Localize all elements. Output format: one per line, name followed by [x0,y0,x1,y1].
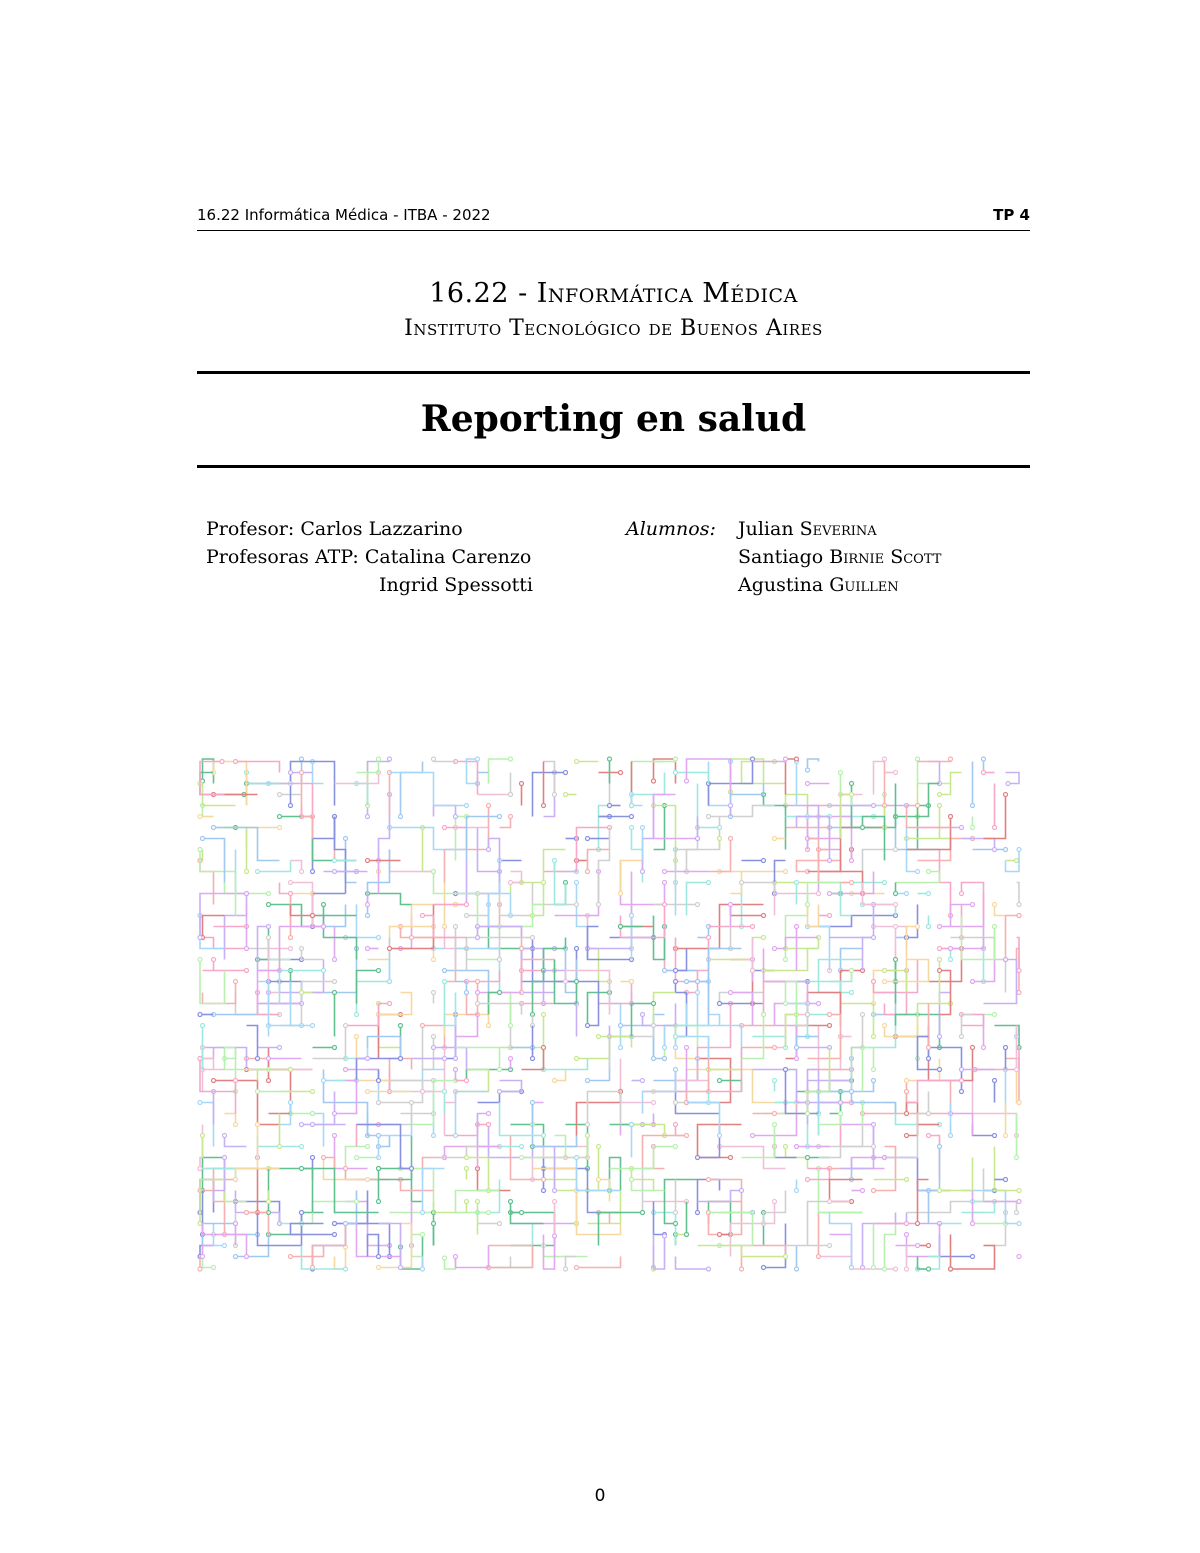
professor-name: Carlos Lazzarino [300,518,463,540]
atp-row [206,543,533,571]
atp-name: Catalina Carenzo [364,546,532,568]
atp-label: Profesoras ATP: [206,546,359,568]
header-rule [197,230,1030,231]
atp-name: Ingrid Spessotti [379,574,533,596]
student-name: Agustina Guillen [738,574,899,596]
title-rule-bottom [197,465,1030,468]
students-label: Alumnos: [626,518,716,540]
running-header-left: 16.22 Informática Médica - ITBA - 2022 [197,206,491,224]
running-header-right: TP 4 [993,206,1030,224]
staff-block [206,515,533,599]
professor-row [206,515,533,543]
page-number: 0 [594,1486,606,1506]
atp-row-2 [206,571,533,599]
student-name: Santiago Birnie Scott [738,546,942,568]
institute-name: Instituto Tecnológico de Buenos Aires [404,316,823,341]
document-title: Reporting en salud [420,398,807,440]
students-list [738,515,941,599]
student-name: Julian Severina [738,518,877,540]
circuit-pattern-image [197,756,1022,1272]
title-rule-top [197,371,1030,374]
course-title: 16.22 - Informática Médica [429,278,798,309]
professor-label: Profesor: [206,518,295,540]
